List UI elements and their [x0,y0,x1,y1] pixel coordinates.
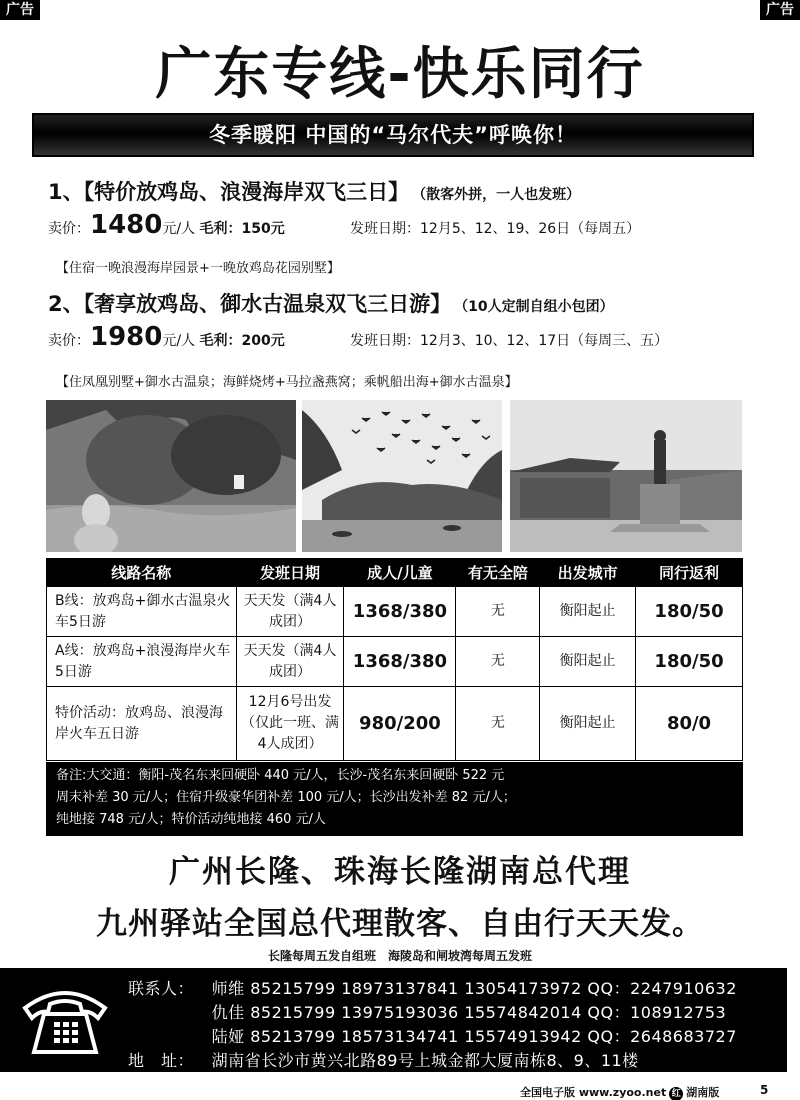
telephone-icon [20,980,110,1064]
contact-mobile: 18573134741 [341,1027,459,1046]
date-cell: 天天发（满4人成团） [236,587,344,637]
col-route: 线路名称 [47,559,237,587]
remarks-box [46,762,743,836]
contact-name: 仇佳 [211,1003,245,1022]
footer-site [520,1084,719,1100]
guide-cell: 无 [456,637,540,687]
routes-table [46,558,743,761]
price-cell: 1368/380 [344,637,456,687]
contact-qq: QQ：108912753 [587,1003,727,1022]
footer-site-text: 全国电子版 www.zyoo.net [520,1086,667,1099]
page-title: 广东专线-快乐同行 [155,42,645,107]
contact-mobile: 15574913942 [464,1027,582,1046]
col-city: 出发城市 [540,559,636,587]
table-row [47,587,743,637]
footer-edition: 湖南版 [686,1086,720,1099]
table-row [47,637,743,687]
offer-2-title [48,288,614,318]
contact-name: 陆娅 [211,1027,245,1046]
route-cell: 特价活动：放鸡岛、浪漫海岸火车五日游 [47,687,237,761]
contact-row-3 [128,1024,737,1047]
col-date: 发班日期 [236,559,344,587]
offer-2-note: （10人定制自组小包团） [461,299,614,315]
offer-1-price-label: 卖价： [48,221,90,237]
rebate-cell: 180/50 [636,587,743,637]
island-birds-photo [302,400,502,552]
table-header-row [47,559,743,587]
offer-1-dates: 发班日期：12月5、12、19、26日（每周五） [350,221,641,237]
contact-mobile: 13975193036 [341,1003,459,1022]
footer-badge: 红 [669,1087,683,1100]
offer-2-price-line [48,322,669,352]
promo-banner: 冬季暖阳 中国的“马尔代夫”呼唤你！ [32,113,754,157]
city-cell: 衡阳起止 [540,587,636,637]
page-footer [0,1080,800,1100]
remark-line: 纯地接 748 元/人；特价活动纯地接 460 元/人 [56,812,326,827]
date-cell: 12月6号出发（仅此一班、满4人成团） [236,687,344,761]
col-rebate: 同行返利 [636,559,743,587]
offer-2-price-unit: 元/人 [162,333,196,349]
ad-tag-left: 广告 [0,0,40,20]
contact-name: 师维 [211,979,245,998]
offer-2-price: 1980 [90,322,163,352]
guide-cell: 无 [456,687,540,761]
agent-headline-2: 九州驿站全国总代理散客、自由行天天发。 [96,906,704,942]
offer-2-stay: 【住凤凰别墅+御水古温泉；海鲜烧烤+马拉盏燕窝；乘帆船出海+御水古温泉】 [56,375,518,390]
contact-tel: 85215799 [250,979,336,998]
col-price: 成人/儿童 [344,559,456,587]
contact-row-2 [128,1000,726,1023]
rebate-cell: 80/0 [636,687,743,761]
contact-tel: 85213799 [250,1027,336,1046]
offer-2-dates: 发班日期：12月3、10、12、17日（每周三、五） [350,333,669,349]
hot-spring-photo [46,400,296,552]
contact-qq: QQ：2247910632 [587,979,737,998]
col-guide: 有无全陪 [456,559,540,587]
offer-1-price-line [48,210,641,240]
statue-villa-photo [510,400,742,552]
ad-tag-right: 广告 [760,0,800,20]
remark-line: 备注:大交通：衡阳-茂名东来回硬卧 440 元/人，长沙-茂名东来回硬卧 522 元 [56,768,505,783]
contact-tel: 85215799 [250,1003,336,1022]
contact-qq: QQ：2648683727 [587,1027,737,1046]
address-label: 地 址： [128,1051,195,1070]
contact-mobile: 15574842014 [464,1003,582,1022]
city-cell: 衡阳起止 [540,687,636,761]
route-cell: A线：放鸡岛+浪漫海岸火车5日游 [47,637,237,687]
city-cell: 衡阳起止 [540,637,636,687]
contact-label: 联系人： [128,979,195,998]
offer-1-name: 1、【特价放鸡岛、浪漫海岸双飞三日】 [48,180,410,204]
price-cell: 1368/380 [344,587,456,637]
offer-1-note: （散客外拼，一人也发班） [419,187,581,203]
offer-1-price-unit: 元/人 [162,221,196,237]
offer-1-title [48,176,580,206]
route-cell: B线：放鸡岛+御水古温泉火车5日游 [47,587,237,637]
agent-headline-1: 广州长隆、珠海长隆湖南总代理 [169,854,631,890]
contact-row-1 [128,976,737,999]
offer-2-margin: 毛利：200元 [199,333,285,349]
contact-mobile: 13054173972 [464,979,582,998]
offer-1-price: 1480 [90,210,163,240]
offer-1-margin: 毛利：150元 [199,221,285,237]
schedule-note: 长隆每周五发自组班 海陵岛和闸坡湾每周五发班 [267,949,532,963]
page-number: 5 [760,1083,769,1097]
table-row [47,687,743,761]
offer-1-stay: 【住宿一晚浪漫海岸园景+一晚放鸡岛花园别墅】 [56,261,340,276]
offer-2-price-label: 卖价： [48,333,90,349]
guide-cell: 无 [456,587,540,637]
date-cell: 天天发（满4人成团） [236,637,344,687]
address-text: 湖南省长沙市黄兴北路89号上城金都大厦南栋8、9、11楼 [211,1051,639,1070]
rebate-cell: 180/50 [636,637,743,687]
offer-2-name: 2、【奢享放鸡岛、御水古温泉双飞三日游】 [48,292,452,316]
contact-mobile: 18973137841 [341,979,459,998]
address-row [128,1048,639,1071]
price-cell: 980/200 [344,687,456,761]
contact-block [0,968,787,1072]
remark-line: 周末补差 30 元/人；住宿升级豪华团补差 100 元/人；长沙出发补差 82 元/人； [56,790,516,805]
